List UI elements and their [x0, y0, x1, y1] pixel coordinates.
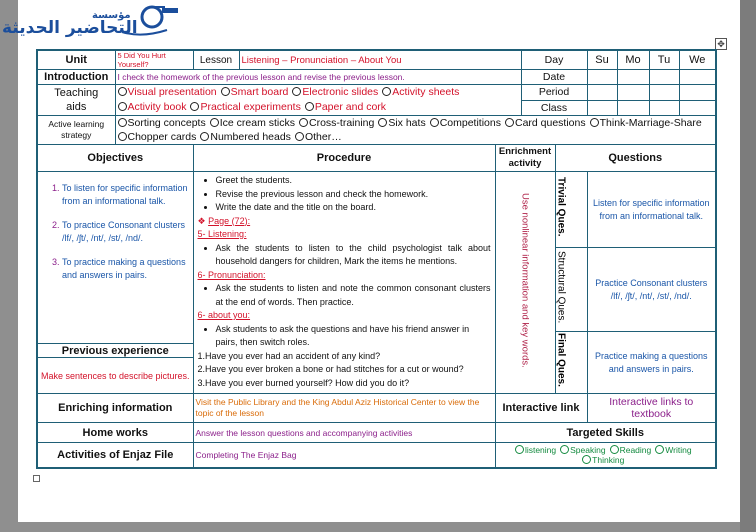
- unit-value: 5 Did You Hurt Yourself?: [115, 50, 193, 70]
- lesson-label: Lesson: [193, 50, 239, 70]
- logo-title: التحاضير الحديثة: [2, 18, 138, 38]
- procedure-header: Procedure: [193, 145, 495, 172]
- strategy-option[interactable]: Competitions: [430, 116, 501, 130]
- page-reference: Page (72):: [208, 215, 251, 226]
- period-cell[interactable]: [587, 85, 617, 101]
- previous-experience-label: Previous experience: [37, 344, 193, 358]
- strategy-option[interactable]: Other…: [295, 130, 342, 144]
- period-cell[interactable]: [679, 85, 716, 101]
- enrichment-cell: [495, 172, 555, 394]
- period-cell[interactable]: [617, 85, 649, 101]
- radio-icon[interactable]: [118, 118, 127, 127]
- strategy-label-line2: strategy: [61, 130, 92, 140]
- radio-icon[interactable]: [655, 445, 664, 454]
- class-label: Class: [521, 100, 587, 116]
- radio-icon[interactable]: [505, 118, 514, 127]
- targeted-skills-options: [495, 443, 716, 468]
- period-label: Period: [521, 85, 587, 101]
- radio-icon[interactable]: [118, 87, 127, 96]
- teaching-aids-label: [37, 85, 115, 116]
- enjaz-label: Activities of Enjaz File: [37, 443, 193, 468]
- radio-icon[interactable]: [118, 132, 127, 141]
- objectives-cell: [37, 172, 193, 344]
- questions-header: Questions: [555, 145, 716, 172]
- date-label: Date: [521, 70, 587, 85]
- targeted-skills-label: Targeted Skills: [495, 423, 716, 443]
- day-we: We: [679, 50, 716, 70]
- objective-item: 2. To practice Consonant clusters /lf/, /ʃt/, /nt/, /st/, /nd/.: [62, 219, 191, 244]
- interactive-link-label: Interactive link: [495, 394, 587, 423]
- aid-option[interactable]: Electronic slides: [292, 85, 378, 100]
- strategy-label: [37, 116, 115, 145]
- homeworks-text: Answer the lesson questions and accompanying activities: [193, 423, 495, 443]
- objectives-list: [40, 182, 191, 281]
- skill-option[interactable]: Reading: [610, 445, 652, 455]
- introduction-label: Introduction: [37, 70, 115, 85]
- introduction-text: I check the homework of the previous lesson and revise the previous lesson.: [115, 70, 521, 85]
- procedure-question: 3.Have you ever burned yourself? How did you do it?: [197, 377, 410, 388]
- radio-icon[interactable]: [590, 118, 599, 127]
- procedure-bullet: • Greet the students.: [216, 174, 491, 188]
- class-cell[interactable]: [587, 100, 617, 116]
- final-label-cell: [555, 332, 587, 394]
- structural-label-cell: [555, 248, 587, 332]
- strategy-option[interactable]: Card questions: [505, 116, 586, 130]
- structural-label: Structural Ques.: [555, 250, 567, 324]
- radio-icon[interactable]: [221, 87, 230, 96]
- section-listening-text: • Ask the students to listen to the child psychologist talk about household dangers for children, Mark the items he mentions.: [216, 242, 491, 269]
- date-cell-we[interactable]: [679, 70, 716, 85]
- table-move-handle-icon[interactable]: ✥: [715, 38, 727, 50]
- lesson-plan-table: [36, 49, 717, 469]
- date-cell-tu[interactable]: [649, 70, 679, 85]
- procedure-cell: [193, 172, 495, 394]
- day-tu: Tu: [649, 50, 679, 70]
- radio-icon[interactable]: [295, 132, 304, 141]
- radio-icon[interactable]: [560, 445, 569, 454]
- strategy-option[interactable]: Cross-training: [299, 116, 374, 130]
- date-cell-mo[interactable]: [617, 70, 649, 85]
- teaching-aids-options: [115, 85, 521, 116]
- radio-icon[interactable]: [292, 87, 301, 96]
- enriching-info-text: Visit the Public Library and the King Abdul Aziz Historical Center to view the topic of the lesson: [193, 394, 495, 423]
- radio-icon[interactable]: [305, 102, 314, 111]
- objective-item: 1. To listen for specific information from an informational talk.: [62, 182, 191, 207]
- lesson-value: Listening – Pronunciation – About You: [239, 50, 521, 70]
- strategy-option[interactable]: Think-Marriage-Share: [590, 116, 702, 130]
- radio-icon[interactable]: [382, 87, 391, 96]
- procedure-question: 1.Have you ever had an accident of any kind?: [197, 350, 381, 361]
- teaching-aids-label-line1: Teaching: [54, 87, 99, 99]
- date-cell-su[interactable]: [587, 70, 617, 85]
- class-cell[interactable]: [679, 100, 716, 116]
- final-question: Practice making a questions and answers in pairs.: [587, 332, 716, 394]
- strategy-option[interactable]: Sorting concepts: [118, 116, 206, 130]
- teaching-aids-label-line2: aids: [66, 101, 87, 113]
- final-label: Final Ques.: [555, 333, 567, 387]
- skill-option[interactable]: Thinking: [582, 455, 624, 465]
- radio-icon[interactable]: [299, 118, 308, 127]
- interactive-link[interactable]: Interactive links to textbook: [587, 394, 716, 423]
- skill-option[interactable]: Speaking: [560, 445, 605, 455]
- aid-option[interactable]: Activity sheets: [382, 85, 459, 100]
- trivial-label-cell: [555, 172, 587, 248]
- diamond-bullet-icon: ❖: [197, 215, 206, 226]
- day-mo: Mo: [617, 50, 649, 70]
- radio-icon[interactable]: [210, 118, 219, 127]
- procedure-bullet: • Revise the previous lesson and check the homework.: [216, 188, 491, 202]
- skill-option[interactable]: Writing: [655, 445, 691, 455]
- class-cell[interactable]: [617, 100, 649, 116]
- section-about-you-text: • Ask students to ask the questions and have his friend answer in pairs, then switch roles.: [216, 323, 491, 350]
- trivial-question: Listen for specific information from an informational talk.: [587, 172, 716, 248]
- enrichment-text: Use nonlinear information and key words.: [519, 192, 531, 368]
- logo-subtitle: مؤسسة: [92, 10, 131, 21]
- enjaz-text: Completing The Enjaz Bag: [193, 443, 495, 468]
- procedure-bullet: • Write the date and the title on the board.: [216, 201, 491, 215]
- strategy-label-line1: Active learning: [48, 119, 105, 129]
- logo: [2, 2, 178, 40]
- window-scrollbar-area: [740, 0, 756, 532]
- section-listening-title: 5- Listening:: [197, 229, 247, 239]
- radio-icon[interactable]: [200, 132, 209, 141]
- aid-option[interactable]: Paper and cork: [305, 100, 386, 115]
- structural-question: Practice Consonant clusters /lf/, /ʃt/, /nt/, /st/, /nd/.: [587, 248, 716, 332]
- strategy-option[interactable]: Chopper cards: [118, 130, 197, 144]
- strategy-option[interactable]: Ice cream sticks: [210, 116, 295, 130]
- radio-icon[interactable]: [430, 118, 439, 127]
- section-about-you-title: 6- about you:: [197, 310, 251, 320]
- radio-icon[interactable]: [190, 102, 199, 111]
- previous-experience-text: Make sentences to describe pictures.: [37, 358, 193, 394]
- section-pronunciation-title: 6- Pronunciation:: [197, 269, 266, 280]
- radio-icon[interactable]: [582, 455, 591, 464]
- skill-option[interactable]: listening: [515, 445, 556, 455]
- section-pronunciation-text: • Ask the students to listen and note the common consonant clusters at the end of words. Then practice.: [216, 282, 491, 309]
- enriching-info-label: Enriching information: [37, 394, 193, 423]
- aid-option[interactable]: Smart board: [221, 85, 289, 100]
- table-resize-handle-icon[interactable]: [33, 475, 40, 482]
- strategy-option[interactable]: Numbered heads: [200, 130, 291, 144]
- class-cell[interactable]: [649, 100, 679, 116]
- day-su: Su: [587, 50, 617, 70]
- radio-icon[interactable]: [610, 445, 619, 454]
- unit-label: Unit: [37, 50, 115, 70]
- strategy-option[interactable]: Six hats: [378, 116, 425, 130]
- procedure-question: 2.Have you ever broken a bone or had stitches for a cut or wound?: [197, 364, 464, 374]
- radio-icon[interactable]: [378, 118, 387, 127]
- objectives-header: Objectives: [37, 145, 193, 172]
- enrichment-header-line1: Enrichment: [498, 146, 552, 157]
- aid-option[interactable]: Practical experiments: [190, 100, 300, 115]
- radio-icon[interactable]: [515, 445, 524, 454]
- homeworks-label: Home works: [37, 423, 193, 443]
- strategy-options: [115, 116, 716, 145]
- radio-icon[interactable]: [118, 102, 127, 111]
- aid-option[interactable]: Visual presentation: [118, 85, 217, 100]
- objective-item: 3. To practice making a questions and answers in pairs.: [62, 256, 191, 281]
- aid-option[interactable]: Activity book: [118, 100, 187, 115]
- enrichment-header-line2: activity: [508, 158, 542, 169]
- period-cell[interactable]: [649, 85, 679, 101]
- enrichment-header: [495, 145, 555, 172]
- day-label: Day: [521, 50, 587, 70]
- trivial-label: Trivial Ques.: [555, 177, 567, 237]
